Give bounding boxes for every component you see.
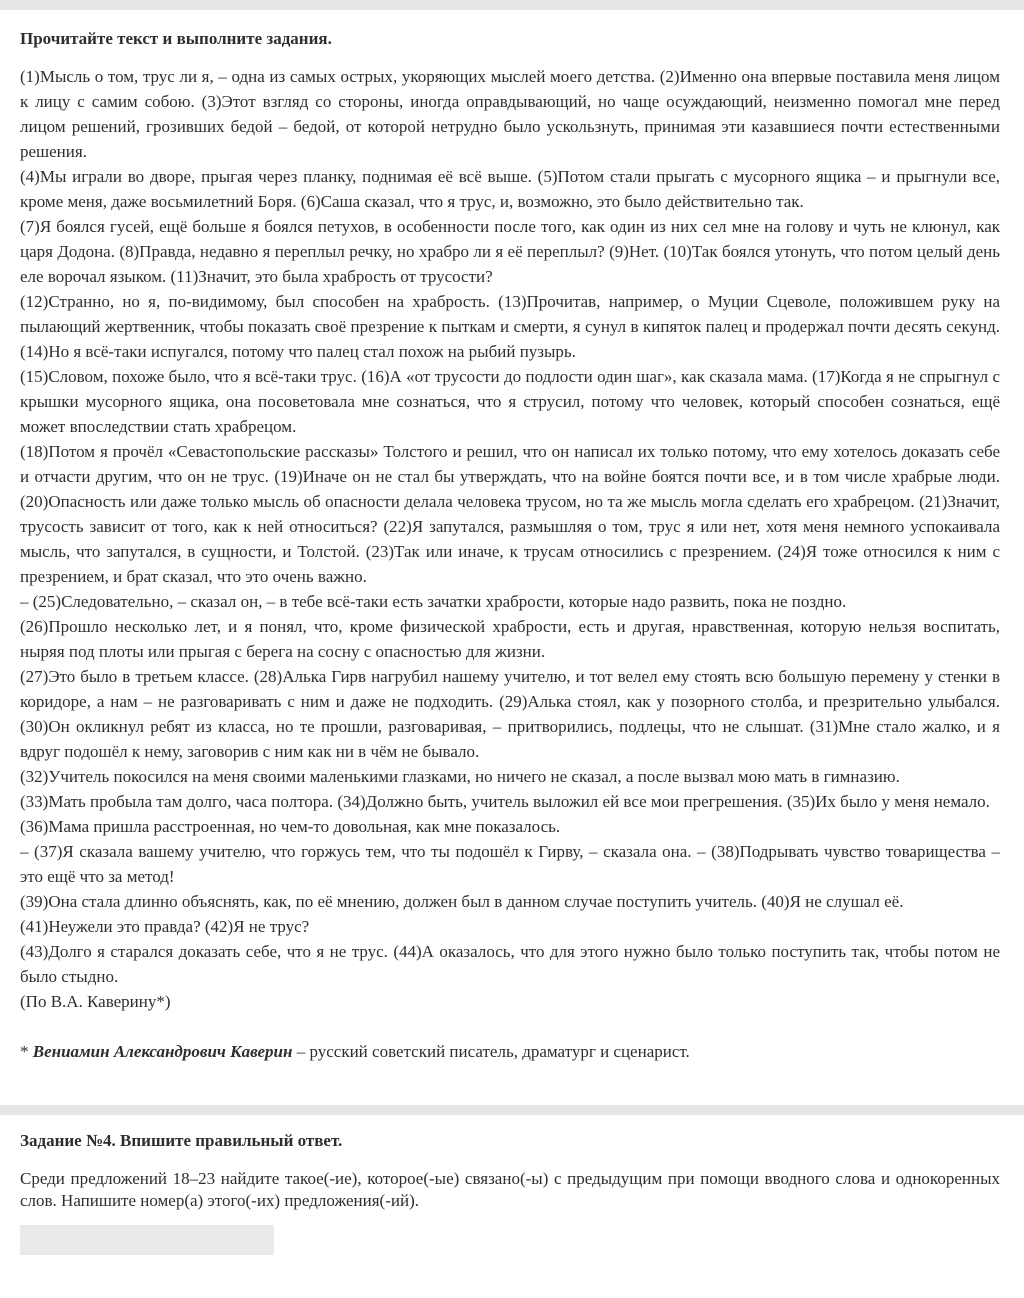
text-paragraph-4: (12)Странно, но я, по-видимому, был способен на храбрость. (13)Прочитав, например, о Муции Сцеволе, положившем руку на пылающий жертвенник, чтобы показать своё презрение к пыткам и смерти, я сунул в кипяток палец и продержал почти десять секунд. (14)Но я всё-таки испугался, потому что палец стал похож на рыбий пузырь. — [20, 292, 1000, 361]
answer-input[interactable] — [20, 1225, 274, 1255]
footnote-author-description: – русский советский писатель, драматург и сценарист. — [292, 1042, 690, 1061]
text-paragraph-16: (43)Долго я старался доказать себе, что я не трус. (44)А оказалось, что для этого нужно было только поступить так, чтобы потом не было стыдно. — [20, 942, 1000, 986]
text-source-attribution: (По В.А. Каверину*) — [20, 992, 171, 1011]
text-paragraph-1: (1)Мысль о том, трус ли я, – одна из самых острых, укоряющих мыслей моего детства. (2)Именно она впервые поставила меня лицом к лицу с самим собою. (3)Этот взгляд со стороны, иногда оправдывающий, но чаще осуждающий, неизменно помогал мне перед лицом решений, грозивших бедой – бедой, от которой нетрудно было ускользнуть, принимая эти казавшиеся почти естественными решения. — [20, 67, 1000, 161]
text-paragraph-15: (41)Неужели это правда? (42)Я не трус? — [20, 917, 310, 936]
text-paragraph-3: (7)Я боялся гусей, ещё больше я боялся петухов, в особенности после того, как один из них сел мне на голову и чуть не клюнул, как царя Додона. (8)Правда, недавно я переплыл речку, но храбро ли я её переплыл? (9)Нет. (10)Так боялся утонуть, что потом целый день еле ворочал языком. (11)Значит, это была храбрость от трусости? — [20, 217, 1000, 286]
footnote-author-name: Вениамин Александрович Каверин — [32, 1042, 293, 1061]
top-divider-bar — [0, 0, 1024, 10]
reading-instruction-title: Прочитайте текст и выполните задания. — [20, 29, 332, 48]
text-paragraph-5: (15)Словом, похоже было, что я всё-таки трус. (16)А «от трусости до подлости один шаг», как сказала мама. (17)Когда я не спрыгнул с крышки мусорного ящика, она посоветовала мне сознаться, что я струсил, потому что человек, который способен сознаться, ещё может впоследствии стать храбрецом. — [20, 367, 1000, 436]
task-title: Задание №4. Впишите правильный ответ. — [20, 1131, 343, 1150]
text-paragraph-6: (18)Потом я прочёл «Севастопольские рассказы» Толстого и решил, что он написал их только потому, что ему хотелось доказать себе и отчасти другим, что он не трус. (19)Иначе он не стал бы утверждать, что на войне боятся почти все, и в том числе храбрые люди. (20)Опасность или даже только мысль об опасности делала человека трусом, но та же мысль могла сделать его храбрецом. (21)Значит, трусость зависит от того, как к ней относиться? (22)Я запутался, размышляя о том, трус я или нет, хотя меня немного успокаивала мысль, что запутался, в сущности, и Толстой. (23)Так или иначе, к трусам относились с презрением. (24)Я тоже относился к ним с презрением, и брат сказал, что это очень важно. — [20, 442, 1000, 586]
text-paragraph-14: (39)Она стала длинно объяснять, как, по её мнению, должен был в данном случае поступить учитель. (40)Я не слушал её. — [20, 892, 904, 911]
author-footnote — [20, 1039, 1000, 1064]
text-paragraph-12: (36)Мама пришла расстроенная, но чем-то довольная, как мне показалось. — [20, 817, 561, 836]
task-section — [20, 1128, 1000, 1255]
text-paragraph-7: – (25)Следовательно, – сказал он, – в тебе всё-таки есть зачатки храбрости, которые надо развить, пока не поздно. — [20, 592, 847, 611]
text-paragraph-10: (32)Учитель покосился на меня своими маленькими глазками, но ничего не сказал, а после вызвал мою мать в гимназию. — [20, 767, 900, 786]
task-question: Среди предложений 18–23 найдите такое(-ие), которое(-ые) связано(-ы) с предыдущим при помощи вводного слова и однокоренных слов. Напишите номер(а) этого(-их) предложения(-ий). — [20, 1169, 1000, 1210]
section-divider-bar — [0, 1105, 1024, 1115]
text-paragraph-13: – (37)Я сказала вашему учителю, что горжусь тем, что ты подошёл к Гирву, – сказала она. – (38)Подрывать чувство товарищества – это ещё что за метод! — [20, 842, 1000, 886]
text-paragraph-8: (26)Прошло несколько лет, и я понял, что, кроме физической храбрости, есть и другая, нравственная, которую нельзя воспитать, ныряя под плоты или прыгая с берега на сосну с опасностью для жизни. — [20, 617, 1000, 661]
footnote-marker: * — [20, 1042, 33, 1061]
text-paragraph-9: (27)Это было в третьем классе. (28)Алька Гирв нагрубил нашему учителю, и тот велел ему стоять всю большую перемену у стенки в коридоре, а нам – не разговаривать с ним и даже не подходить. (29)Алька стоял, как у позорного столба, и презрительно улыбался. (30)Он окликнул ребят из класса, но те прошли, разговаривая, – притворились, подлецы, что не слышат. (31)Мне стало жалко, и я вдруг подошёл к нему, заговорив с ним как ни в чём не бывало. — [20, 667, 1000, 761]
text-paragraph-11: (33)Мать пробыла там долго, часа полтора. (34)Должно быть, учитель выложил ей все мои прегрешения. (35)Их было у меня немало. — [20, 792, 990, 811]
reading-text-section — [20, 10, 1000, 1064]
text-paragraph-2: (4)Мы играли во дворе, прыгая через планку, поднимая её всё выше. (5)Потом стали прыгать с мусорного ящика – и прыгнули все, кроме меня, даже восьмилетний Боря. (6)Саша сказал, что я трус, и, возможно, это было действительно так. — [20, 167, 1000, 211]
